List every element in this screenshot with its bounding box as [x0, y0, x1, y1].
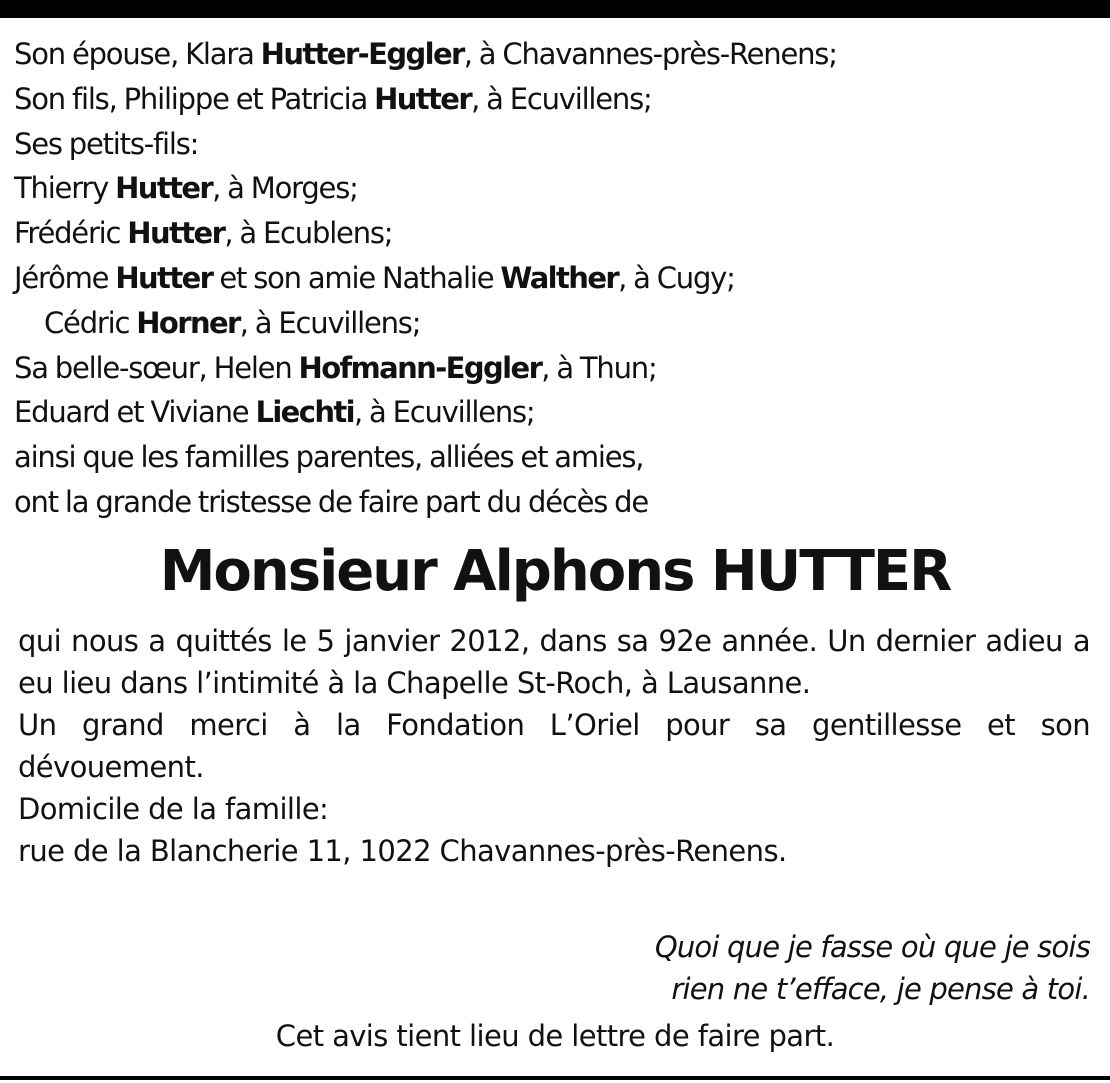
- closing-note: Cet avis tient lieu de lettre de faire part.: [275, 1019, 835, 1053]
- deceased-name: Monsieur Alphons HUTTER: [159, 539, 951, 604]
- family-line-text: Son fils, Philippe et Patricia: [14, 81, 375, 116]
- memorial-quote: [390, 926, 1090, 1010]
- family-line-announcement: [14, 480, 1094, 525]
- family-surname: Hutter-Eggler: [260, 37, 464, 71]
- family-surname: Hutter: [127, 216, 225, 251]
- family-surname: Hutter: [115, 260, 213, 295]
- family-line-son: [14, 77, 1094, 122]
- family-surname: Hutter: [115, 171, 213, 206]
- family-line-text: Son épouse, Klara: [14, 37, 261, 71]
- family-line-place: , à Cugy;: [618, 260, 735, 295]
- family-line-text: Frédéric: [14, 216, 128, 251]
- notice-body: [18, 620, 1090, 872]
- family-line-grandson-frederic: [14, 211, 1094, 256]
- family-line-cedric: [14, 301, 1094, 346]
- domicile-address: rue de la Blancherie 11, 1022 Chavannes-près-Renens.: [18, 834, 787, 868]
- family-line-text: ainsi que les familles parentes, alliées et amies,: [14, 440, 644, 475]
- family-surname: Hofmann-Eggler: [298, 350, 542, 385]
- family-line-sister-in-law: [14, 346, 1094, 391]
- family-surname: Liechti: [255, 395, 354, 430]
- family-line-text: Cédric: [44, 305, 137, 340]
- family-list: [14, 32, 1094, 525]
- family-line-place: , à Ecublens;: [224, 216, 393, 251]
- family-line-place: , à Ecuvillens;: [239, 305, 421, 340]
- quote-line: Quoi que je fasse où que je sois: [654, 930, 1090, 964]
- family-line-place: , à Thun;: [541, 350, 657, 385]
- top-rule: [0, 0, 1110, 18]
- family-line-text: et son amie Nathalie: [212, 260, 501, 295]
- notice-paragraph-thanks: Un grand merci à la Fondation L’Oriel pour sa gentillesse et son dévouement.: [18, 708, 1090, 784]
- family-line-place: , à Chavannes-près-Renens;: [463, 37, 837, 71]
- family-line-spouse: [14, 32, 1094, 77]
- family-surname: Hutter: [374, 81, 472, 116]
- notice-paragraph-passing: qui nous a quittés le 5 janvier 2012, dans sa 92e année. Un dernier adieu a eu lieu dans l’intimité à la Chapelle St-Roch, à Lausanne.: [18, 624, 1090, 700]
- family-line-place: , à Ecuvillens;: [353, 395, 535, 430]
- family-line-liechti: [14, 390, 1094, 435]
- family-line-text: Thierry: [14, 171, 116, 206]
- family-line-relatives: [14, 435, 1094, 480]
- family-line-grandsons-heading: [14, 122, 1094, 167]
- quote-line: rien ne t’efface, je pense à toi.: [671, 972, 1090, 1006]
- family-line-text: Eduard et Viviane: [14, 395, 256, 430]
- family-line-text: Ses petits-fils:: [14, 126, 199, 161]
- family-surname: Walther: [500, 260, 619, 295]
- family-line-place: , à Morges;: [212, 171, 358, 206]
- family-line-grandson-thierry: [14, 166, 1094, 211]
- family-line-text: Jérôme: [14, 260, 116, 295]
- domicile-label: Domicile de la famille:: [18, 792, 329, 826]
- family-line-grandson-jerome: [14, 256, 1094, 301]
- family-line-text: Sa belle-sœur, Helen: [14, 350, 299, 385]
- bottom-rule: [0, 1076, 1110, 1080]
- family-line-place: , à Ecuvillens;: [471, 81, 652, 116]
- family-surname: Horner: [136, 305, 240, 340]
- family-line-text: ont la grande tristesse de faire part du décès de: [14, 484, 649, 519]
